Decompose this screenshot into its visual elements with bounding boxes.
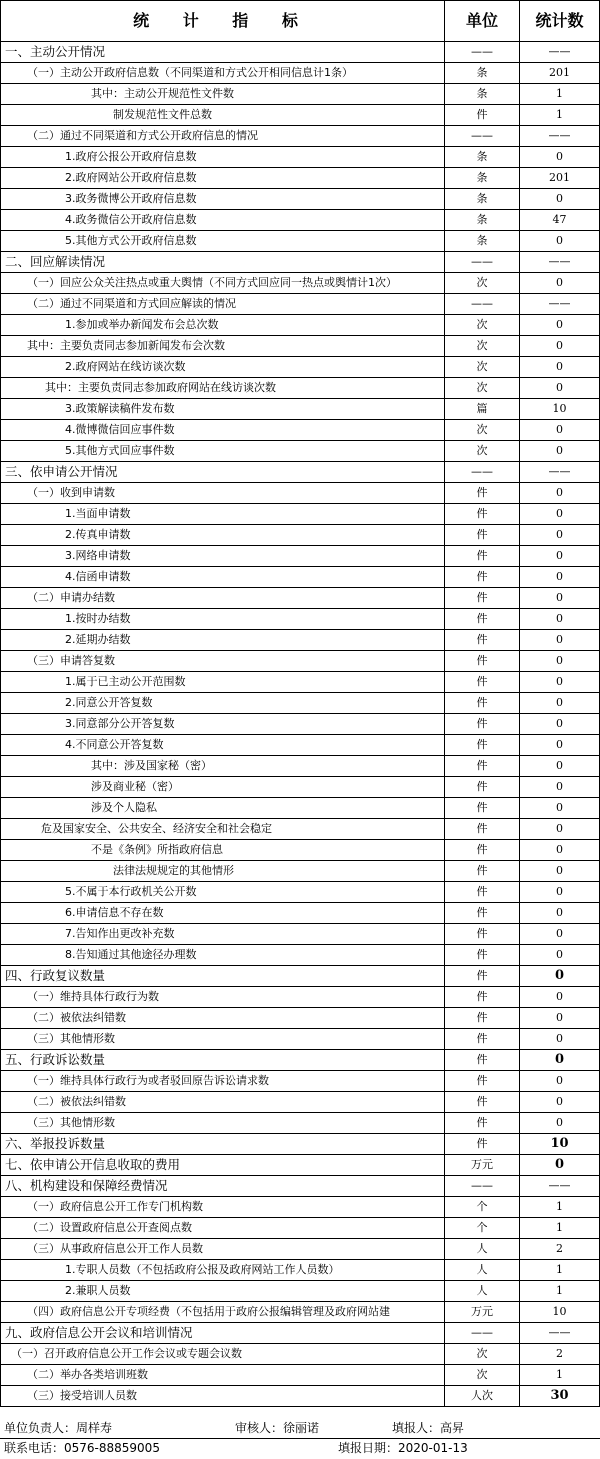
indicator-cell: 3.网络申请数 — [1, 546, 445, 567]
unit-cell: 人次 — [445, 1386, 520, 1407]
unit-cell: 件 — [445, 672, 520, 693]
unit-cell: 件 — [445, 504, 520, 525]
table-row — [1, 546, 600, 567]
table-row — [1, 105, 600, 126]
unit-cell: 件 — [445, 987, 520, 1008]
unit-cell: 次 — [445, 357, 520, 378]
value-cell: 1 — [520, 1197, 600, 1218]
table-row — [1, 525, 600, 546]
table-row — [1, 630, 600, 651]
value-cell: 0 — [520, 273, 600, 294]
table-row — [1, 609, 600, 630]
table-row — [1, 231, 600, 252]
section-row — [1, 42, 600, 63]
section-row — [1, 252, 600, 273]
unit-cell: 件 — [445, 546, 520, 567]
value-cell: 10 — [520, 1134, 600, 1155]
value-cell: 0 — [520, 861, 600, 882]
unit-cell: 件 — [445, 1050, 520, 1071]
indicator-cell: 6.申请信息不存在数 — [1, 903, 445, 924]
value-cell: 0 — [520, 630, 600, 651]
unit-cell: 件 — [445, 609, 520, 630]
unit-cell: 人 — [445, 1260, 520, 1281]
indicator-cell: 危及国家安全、公共安全、经济安全和社会稳定 — [1, 819, 445, 840]
indicator-cell: 2.同意公开答复数 — [1, 693, 445, 714]
unit-cell: 件 — [445, 882, 520, 903]
indicator-cell: 8.告知通过其他途径办理数 — [1, 945, 445, 966]
value-cell: 1 — [520, 105, 600, 126]
indicator-cell: （二）通过不同渠道和方式公开政府信息的情况 — [1, 126, 445, 147]
indicator-cell: （一）收到申请数 — [1, 483, 445, 504]
indicator-cell: （二）设置政府信息公开查阅点数 — [1, 1218, 445, 1239]
unit-cell: 件 — [445, 567, 520, 588]
table-row — [1, 63, 600, 84]
unit-cell: 件 — [445, 693, 520, 714]
table-row — [1, 714, 600, 735]
table-row — [1, 567, 600, 588]
unit-cell: —— — [445, 1323, 520, 1344]
value-cell: 0 — [520, 147, 600, 168]
value-cell: 0 — [520, 819, 600, 840]
section-row — [1, 1323, 600, 1344]
table-row — [1, 1260, 600, 1281]
indicator-cell: 其中：涉及国家秘（密） — [1, 756, 445, 777]
table-row — [1, 945, 600, 966]
value-cell: 0 — [520, 966, 600, 987]
table-row — [1, 84, 600, 105]
indicator-cell: 制发规范性文件总数 — [1, 105, 445, 126]
unit-cell: 件 — [445, 924, 520, 945]
unit-cell: 次 — [445, 315, 520, 336]
value-cell: —— — [520, 126, 600, 147]
value-cell: 2 — [520, 1239, 600, 1260]
value-cell: 0 — [520, 231, 600, 252]
indicator-cell: （三）接受培训人员数 — [1, 1386, 445, 1407]
indicator-cell: （三）从事政府信息公开工作人员数 — [1, 1239, 445, 1260]
unit-cell: 条 — [445, 84, 520, 105]
section-row — [1, 1176, 600, 1197]
indicator-cell: 1.当面申请数 — [1, 504, 445, 525]
value-cell: 0 — [520, 420, 600, 441]
unit-cell: 件 — [445, 819, 520, 840]
table-row — [1, 399, 600, 420]
indicator-cell: 7.告知作出更改补充数 — [1, 924, 445, 945]
indicator-cell: （四）政府信息公开专项经费（不包括用于政府公报编辑管理及政府网站建 — [1, 1302, 445, 1323]
table-row — [1, 483, 600, 504]
value-cell: 0 — [520, 1071, 600, 1092]
unit-cell: 人 — [445, 1239, 520, 1260]
indicator-cell: （二）申请办结数 — [1, 588, 445, 609]
indicator-cell: 不是《条例》所指政府信息 — [1, 840, 445, 861]
contact-row — [0, 1437, 600, 1459]
value-cell: 0 — [520, 315, 600, 336]
indicator-cell: 四、行政复议数量 — [1, 966, 445, 987]
indicator-cell: 七、依申请公开信息收取的费用 — [1, 1155, 445, 1176]
unit-cell: 件 — [445, 714, 520, 735]
unit-cell: 个 — [445, 1197, 520, 1218]
indicator-cell: 其中：主要负责同志参加新闻发布会次数 — [1, 336, 445, 357]
value-cell: 0 — [520, 798, 600, 819]
table-row — [1, 1365, 600, 1386]
unit-cell: 件 — [445, 735, 520, 756]
value-cell: 10 — [520, 399, 600, 420]
table-row — [1, 1113, 600, 1134]
value-cell: —— — [520, 462, 600, 483]
unit-cell: 件 — [445, 945, 520, 966]
indicator-cell: 5.不属于本行政机关公开数 — [1, 882, 445, 903]
value-cell: 0 — [520, 882, 600, 903]
value-cell: 0 — [520, 840, 600, 861]
value-cell: 0 — [520, 504, 600, 525]
unit-cell: 件 — [445, 756, 520, 777]
fill-date: 填报日期：2020-01-13 — [338, 1441, 468, 1455]
indicator-cell: 2.政府网站公开政府信息数 — [1, 168, 445, 189]
value-cell: 1 — [520, 84, 600, 105]
table-row — [1, 798, 600, 819]
value-cell: 1 — [520, 1260, 600, 1281]
table-row — [1, 126, 600, 147]
unit-cell: 条 — [445, 147, 520, 168]
header-indicator: 统 计 指 标 — [1, 1, 445, 42]
value-cell: 0 — [520, 1029, 600, 1050]
unit-cell: 条 — [445, 168, 520, 189]
value-cell: 0 — [520, 1008, 600, 1029]
table-row — [1, 1386, 600, 1407]
value-cell: 1 — [520, 1365, 600, 1386]
unit-cell: —— — [445, 252, 520, 273]
value-cell: 0 — [520, 735, 600, 756]
indicator-cell: （二）被依法纠错数 — [1, 1092, 445, 1113]
table-row — [1, 357, 600, 378]
responsible-person: 单位负责人：周样寿 — [4, 1421, 113, 1435]
unit-cell: 篇 — [445, 399, 520, 420]
unit-cell: 件 — [445, 840, 520, 861]
unit-cell: 件 — [445, 1134, 520, 1155]
unit-cell: 次 — [445, 1344, 520, 1365]
table-row — [1, 1344, 600, 1365]
indicator-cell: 涉及商业秘（密） — [1, 777, 445, 798]
indicator-cell: 3.政务微博公开政府信息数 — [1, 189, 445, 210]
unit-cell: 次 — [445, 336, 520, 357]
unit-cell: 条 — [445, 231, 520, 252]
table-row — [1, 504, 600, 525]
table-row — [1, 1281, 600, 1302]
table-row — [1, 903, 600, 924]
value-cell: 0 — [520, 525, 600, 546]
value-cell: 47 — [520, 210, 600, 231]
table-row — [1, 840, 600, 861]
table-row — [1, 147, 600, 168]
value-cell: 0 — [520, 903, 600, 924]
signature-row — [0, 1417, 600, 1439]
table-row — [1, 693, 600, 714]
value-cell: 0 — [520, 588, 600, 609]
table-header-row — [1, 1, 600, 42]
unit-cell: 条 — [445, 63, 520, 84]
unit-cell: 条 — [445, 210, 520, 231]
table-row — [1, 924, 600, 945]
indicator-cell: （二）举办各类培训班数 — [1, 1365, 445, 1386]
indicator-cell: 三、依申请公开情况 — [1, 462, 445, 483]
unit-cell: —— — [445, 42, 520, 63]
value-cell: 0 — [520, 546, 600, 567]
unit-cell: 件 — [445, 525, 520, 546]
section-row — [1, 462, 600, 483]
table-row — [1, 987, 600, 1008]
table-body — [1, 42, 600, 1407]
value-cell: —— — [520, 1176, 600, 1197]
value-cell: 0 — [520, 441, 600, 462]
indicator-cell: （二）被依法纠错数 — [1, 1008, 445, 1029]
table-row — [1, 168, 600, 189]
value-cell: 201 — [520, 168, 600, 189]
unit-cell: 件 — [445, 1113, 520, 1134]
section-row — [1, 1155, 600, 1176]
indicator-cell: 涉及个人隐私 — [1, 798, 445, 819]
value-cell: 0 — [520, 567, 600, 588]
value-cell: 0 — [520, 1155, 600, 1176]
unit-cell: 次 — [445, 420, 520, 441]
table-row — [1, 1029, 600, 1050]
table-row — [1, 861, 600, 882]
value-cell: 0 — [520, 693, 600, 714]
value-cell: —— — [520, 1323, 600, 1344]
value-cell: —— — [520, 294, 600, 315]
value-cell: 0 — [520, 672, 600, 693]
table-row — [1, 672, 600, 693]
value-cell: 0 — [520, 189, 600, 210]
unit-cell: 次 — [445, 1365, 520, 1386]
table-row — [1, 882, 600, 903]
indicator-cell: （一）维持具体行政行为数 — [1, 987, 445, 1008]
unit-cell: 件 — [445, 630, 520, 651]
table-row — [1, 756, 600, 777]
unit-cell: —— — [445, 294, 520, 315]
unit-cell: 件 — [445, 588, 520, 609]
unit-cell: 次 — [445, 378, 520, 399]
indicator-cell: 4.不同意公开答复数 — [1, 735, 445, 756]
table-row — [1, 420, 600, 441]
table-row — [1, 210, 600, 231]
table-row — [1, 1008, 600, 1029]
indicator-cell: 2.兼职人员数 — [1, 1281, 445, 1302]
value-cell: 2 — [520, 1344, 600, 1365]
unit-cell: 次 — [445, 441, 520, 462]
table-row — [1, 189, 600, 210]
table-row — [1, 651, 600, 672]
value-cell: 0 — [520, 651, 600, 672]
indicator-cell: 八、机构建设和保障经费情况 — [1, 1176, 445, 1197]
value-cell: 1 — [520, 1281, 600, 1302]
value-cell: 0 — [520, 609, 600, 630]
value-cell: 0 — [520, 924, 600, 945]
value-cell: 0 — [520, 714, 600, 735]
indicator-cell: 3.政策解读稿件发布数 — [1, 399, 445, 420]
table-row — [1, 735, 600, 756]
value-cell: 0 — [520, 987, 600, 1008]
contact-phone: 联系电话：0576-88859005 — [4, 1441, 160, 1455]
section-row — [1, 1134, 600, 1155]
unit-cell: 件 — [445, 483, 520, 504]
indicator-cell: 4.微博微信回应事件数 — [1, 420, 445, 441]
unit-cell: 件 — [445, 1071, 520, 1092]
indicator-cell: 其中：主要负责同志参加政府网站在线访谈次数 — [1, 378, 445, 399]
unit-cell: 件 — [445, 105, 520, 126]
table-row — [1, 1239, 600, 1260]
unit-cell: 件 — [445, 1029, 520, 1050]
unit-cell: 件 — [445, 651, 520, 672]
indicator-cell: 5.其他方式回应事件数 — [1, 441, 445, 462]
table-row — [1, 777, 600, 798]
unit-cell: —— — [445, 1176, 520, 1197]
header-unit: 单位 — [445, 1, 520, 42]
indicator-cell: （一）回应公众关注热点或重大舆情（不同方式回应同一热点或舆情计1次） — [1, 273, 445, 294]
indicator-cell: （三）其他情形数 — [1, 1029, 445, 1050]
indicator-cell: 5.其他方式公开政府信息数 — [1, 231, 445, 252]
indicator-cell: 3.同意部分公开答复数 — [1, 714, 445, 735]
unit-cell: —— — [445, 462, 520, 483]
unit-cell: 万元 — [445, 1302, 520, 1323]
value-cell: 30 — [520, 1386, 600, 1407]
indicator-cell: （二）通过不同渠道和方式回应解读的情况 — [1, 294, 445, 315]
value-cell: 0 — [520, 336, 600, 357]
table-row — [1, 378, 600, 399]
indicator-cell: 1.参加或举办新闻发布会总次数 — [1, 315, 445, 336]
value-cell: 0 — [520, 756, 600, 777]
value-cell: 0 — [520, 1050, 600, 1071]
unit-cell: 人 — [445, 1281, 520, 1302]
indicator-cell: （三）申请答复数 — [1, 651, 445, 672]
indicator-cell: 4.信函申请数 — [1, 567, 445, 588]
filler: 填报人：高昇 — [392, 1421, 465, 1435]
table-row — [1, 1197, 600, 1218]
indicator-cell: 六、举报投诉数量 — [1, 1134, 445, 1155]
unit-cell: 件 — [445, 966, 520, 987]
indicator-cell: 二、回应解读情况 — [1, 252, 445, 273]
reviewer: 审核人：徐丽诺 — [235, 1421, 320, 1435]
unit-cell: 件 — [445, 1008, 520, 1029]
indicator-cell: 九、政府信息公开会议和培训情况 — [1, 1323, 445, 1344]
indicator-cell: 2.政府网站在线访谈次数 — [1, 357, 445, 378]
unit-cell: 件 — [445, 903, 520, 924]
table-row — [1, 819, 600, 840]
table-row — [1, 315, 600, 336]
indicator-cell: （一）维持具体行政行为或者驳回原告诉讼请求数 — [1, 1071, 445, 1092]
table-row — [1, 336, 600, 357]
table-row — [1, 1302, 600, 1323]
header-value: 统计数 — [520, 1, 600, 42]
value-cell: 10 — [520, 1302, 600, 1323]
unit-cell: —— — [445, 126, 520, 147]
indicator-cell: 2.传真申请数 — [1, 525, 445, 546]
table-row — [1, 588, 600, 609]
unit-cell: 件 — [445, 777, 520, 798]
indicator-cell: 一、主动公开情况 — [1, 42, 445, 63]
indicator-cell: （一）政府信息公开工作专门机构数 — [1, 1197, 445, 1218]
indicator-cell: 五、行政诉讼数量 — [1, 1050, 445, 1071]
unit-cell: 条 — [445, 189, 520, 210]
table-row — [1, 273, 600, 294]
value-cell: 0 — [520, 945, 600, 966]
value-cell: 0 — [520, 777, 600, 798]
indicator-cell: （三）其他情形数 — [1, 1113, 445, 1134]
indicator-cell: 1.属于已主动公开范围数 — [1, 672, 445, 693]
unit-cell: 件 — [445, 1092, 520, 1113]
unit-cell: 万元 — [445, 1155, 520, 1176]
table-row — [1, 1092, 600, 1113]
indicator-cell: 4.政务微信公开政府信息数 — [1, 210, 445, 231]
value-cell: —— — [520, 42, 600, 63]
value-cell: —— — [520, 252, 600, 273]
section-row — [1, 1050, 600, 1071]
indicator-cell: 其中：主动公开规范性文件数 — [1, 84, 445, 105]
table-row — [1, 441, 600, 462]
indicator-cell: （一）召开政府信息公开工作会议或专题会议数 — [1, 1344, 445, 1365]
value-cell: 201 — [520, 63, 600, 84]
unit-cell: 次 — [445, 273, 520, 294]
indicator-cell: 法律法规规定的其他情形 — [1, 861, 445, 882]
value-cell: 0 — [520, 378, 600, 399]
table-row — [1, 1071, 600, 1092]
indicator-cell: 1.按时办结数 — [1, 609, 445, 630]
indicator-cell: 1.专职人员数（不包括政府公报及政府网站工作人员数） — [1, 1260, 445, 1281]
indicator-cell: 1.政府公报公开政府信息数 — [1, 147, 445, 168]
unit-cell: 件 — [445, 798, 520, 819]
unit-cell: 个 — [445, 1218, 520, 1239]
section-row — [1, 966, 600, 987]
unit-cell: 件 — [445, 861, 520, 882]
value-cell: 0 — [520, 1092, 600, 1113]
table-row — [1, 294, 600, 315]
indicator-cell: 2.延期办结数 — [1, 630, 445, 651]
value-cell: 1 — [520, 1218, 600, 1239]
indicator-cell: （一）主动公开政府信息数（不同渠道和方式公开相同信息计1条） — [1, 63, 445, 84]
value-cell: 0 — [520, 1113, 600, 1134]
value-cell: 0 — [520, 483, 600, 504]
value-cell: 0 — [520, 357, 600, 378]
table-row — [1, 1218, 600, 1239]
